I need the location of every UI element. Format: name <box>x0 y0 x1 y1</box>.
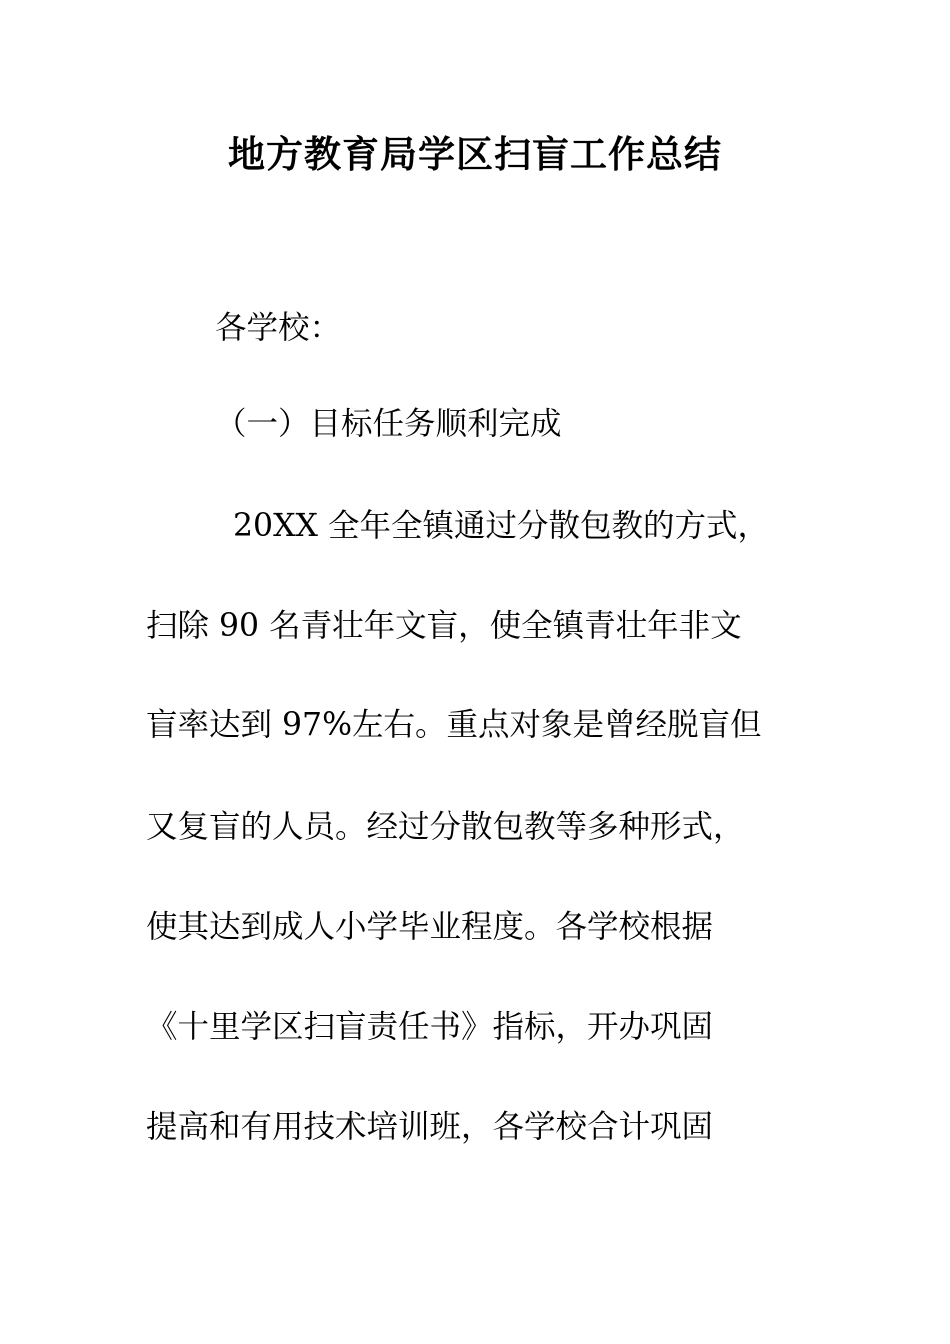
body-line: 盲率达到 97%左右。重点对象是曾经脱盲但 <box>146 707 762 743</box>
document-title: 地方教育局学区扫盲工作总结 <box>228 132 722 176</box>
body-line: 《十里学区扫盲责任书》指标，开办巩固 <box>146 1009 714 1045</box>
body-line: 提高和有用技术培训班，各学校合计巩固 <box>146 1109 714 1145</box>
body-line: 又复盲的人员。经过分散包教等多种形式， <box>146 809 745 845</box>
body-line: 20XX 全年全镇通过分散包教的方式， <box>233 508 769 544</box>
body-line: 使其达到成人小学毕业程度。各学校根据 <box>146 909 714 945</box>
salutation: 各学校： <box>215 310 342 346</box>
body-line: 扫除 90 名青壮年文盲，使全镇青壮年非文 <box>146 608 742 644</box>
section-heading: （一）目标任务顺利完成 <box>215 406 562 442</box>
